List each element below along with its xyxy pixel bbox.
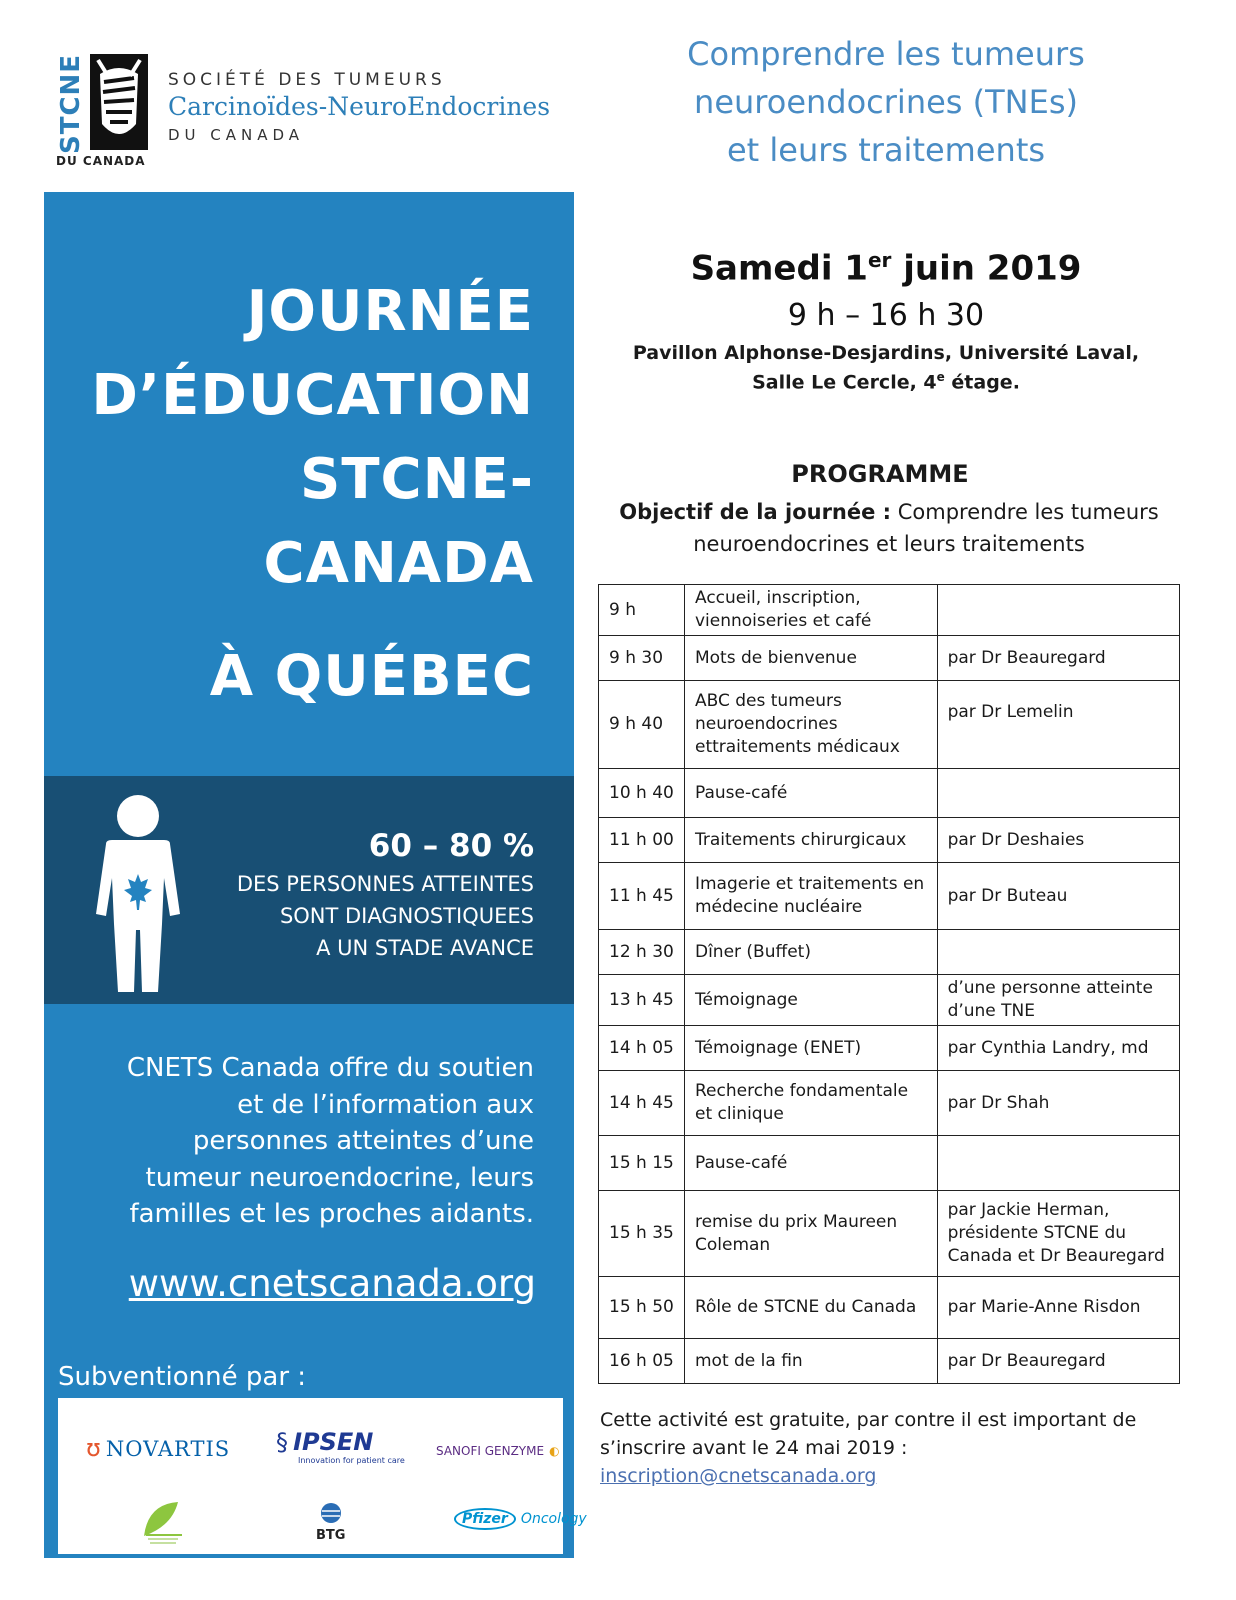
row-activity: Témoignage (ENET) xyxy=(684,1026,937,1071)
event-hours: 9 h – 16 h 30 xyxy=(787,298,985,333)
statistic-band xyxy=(44,776,574,1004)
row-time: 15 h 35 xyxy=(599,1191,685,1277)
table-row xyxy=(599,636,1180,681)
statistic-text: A UN STADE AVANCE xyxy=(316,936,534,960)
logo-country: DU CANADA xyxy=(56,154,146,168)
row-time: 11 h 45 xyxy=(599,863,685,930)
novartis-flame-icon: ʊ xyxy=(86,1434,101,1462)
support-line: CNETS Canada offre du soutien xyxy=(126,1053,534,1083)
table-row xyxy=(599,930,1180,975)
event-title-line: STCNE- xyxy=(300,447,534,512)
row-speaker: par Dr Beauregard xyxy=(937,636,1179,681)
promo-panel xyxy=(44,192,587,1558)
row-time: 10 h 40 xyxy=(599,769,685,818)
row-speaker: par Dr Deshaies xyxy=(937,818,1179,863)
row-activity: Traitements chirurgicaux xyxy=(684,818,937,863)
row-time: 9 h 30 xyxy=(599,636,685,681)
headline-line3: et leurs traitements xyxy=(726,131,1046,169)
table-row xyxy=(599,1277,1180,1339)
statistic-percentage: 60 – 80 % xyxy=(368,828,534,864)
event-title-line: D’ÉDUCATION xyxy=(91,363,534,428)
support-line: personnes atteintes d’une xyxy=(192,1126,534,1156)
row-speaker: d’une personne atteinte d’une TNE xyxy=(937,975,1179,1026)
event-place: Pavillon Alphonse-Desjardins, Université Laval, xyxy=(632,342,1140,364)
support-text xyxy=(127,1050,534,1233)
website-link[interactable]: www.cnetscanada.org xyxy=(128,1262,536,1305)
table-row xyxy=(599,975,1180,1026)
row-speaker xyxy=(937,930,1179,975)
event-room: Salle Le Cercle, 4e étage. xyxy=(752,370,1020,394)
row-time: 16 h 05 xyxy=(599,1339,685,1384)
row-speaker: par Dr Beauregard xyxy=(937,1339,1179,1384)
btg-logo: BTG xyxy=(316,1502,345,1543)
row-activity: mot de la fin xyxy=(684,1339,937,1384)
logo xyxy=(56,50,576,170)
row-time: 9 h xyxy=(599,585,685,636)
programme-objective: Objectif de la journée : Comprendre les tumeurs neuroendocrines et leurs traitements xyxy=(619,500,1159,556)
row-activity: Imagerie et traitements en médecine nucléaire xyxy=(684,863,937,930)
schedule-table xyxy=(598,584,1180,1384)
row-speaker xyxy=(937,585,1179,636)
table-row xyxy=(599,1026,1180,1071)
row-activity: Dîner (Buffet) xyxy=(684,930,937,975)
registration-text: Cette activité est gratuite, par contre il est important de s’inscrire avant le 24 mai 2019 : xyxy=(600,1409,1137,1459)
table-row xyxy=(599,1191,1180,1277)
row-speaker: par Dr Buteau xyxy=(937,863,1179,930)
support-line: tumeur neuroendocrine, leurs xyxy=(145,1162,534,1193)
row-speaker xyxy=(937,1136,1179,1191)
event-title-line: JOURNÉE xyxy=(246,279,534,344)
statistic-text: DES PERSONNES ATTEINTES xyxy=(236,872,534,896)
row-time: 15 h 15 xyxy=(599,1136,685,1191)
row-activity: Pause-café xyxy=(684,769,937,818)
row-activity: remise du prix Maureen Coleman xyxy=(684,1191,937,1277)
row-speaker: par Cynthia Landry, md xyxy=(937,1026,1179,1071)
row-speaker: par Dr Shah xyxy=(937,1071,1179,1136)
logo-line2: Carcinoïdes-NeuroEndocrines xyxy=(168,92,551,121)
row-time: 14 h 05 xyxy=(599,1026,685,1071)
row-speaker xyxy=(937,769,1179,818)
table-row xyxy=(599,1071,1180,1136)
row-time: 14 h 45 xyxy=(599,1071,685,1136)
row-activity: Recherche fondamentale et clinique xyxy=(684,1071,937,1136)
support-line: et de l’information aux xyxy=(237,1089,534,1120)
row-speaker: par Marie-Anne Risdon xyxy=(937,1277,1179,1339)
ipsen-logo: § IPSEN Innovation for patient care xyxy=(276,1428,405,1465)
sponsor-logos xyxy=(58,1398,587,1554)
logo-acronym: STCNE xyxy=(56,53,86,154)
event-title-line: CANADA xyxy=(263,531,534,596)
table-row xyxy=(599,1339,1180,1384)
registration-note xyxy=(600,1406,1190,1490)
programme-heading: PROGRAMME xyxy=(791,460,969,488)
headline-line1: Comprendre les tumeurs xyxy=(687,35,1085,73)
table-row xyxy=(599,681,1180,769)
novartis-logo: ʊ NOVARTIS xyxy=(86,1434,231,1462)
headline xyxy=(604,30,1168,174)
event-city: À QUÉBEC xyxy=(209,644,534,709)
registration-email-link[interactable]: inscription@cnetscanada.org xyxy=(600,1465,877,1487)
row-speaker: par Dr Lemelin xyxy=(937,681,1179,769)
logo-line1: SOCIÉTÉ DES TUMEURS xyxy=(168,70,446,90)
btg-globe-icon xyxy=(318,1502,344,1524)
zebra-logo-icon xyxy=(90,54,148,150)
table-row xyxy=(599,585,1180,636)
person-maple-leaf-icon xyxy=(92,794,184,992)
green-leaf-icon xyxy=(138,1496,194,1550)
sponsor-label: Subventionné par : xyxy=(58,1362,307,1392)
row-time: 13 h 45 xyxy=(599,975,685,1026)
row-time: 12 h 30 xyxy=(599,930,685,975)
row-activity: Accueil, inscription, viennoiseries et café xyxy=(684,585,937,636)
event-title xyxy=(91,270,534,606)
row-activity: Pause-café xyxy=(684,1136,937,1191)
sanofi-logo: SANOFI GENZYME ◐ xyxy=(436,1444,560,1458)
row-activity: ABC des tumeurs neuroendocrines ettraitements médicaux xyxy=(684,681,937,769)
logo-line3: DU CANADA xyxy=(168,126,305,144)
statistic-text: SONT DIAGNOSTIQUEES xyxy=(279,904,534,928)
support-line: familles et les proches aidants. xyxy=(129,1199,534,1229)
headline-line2: neuroendocrines (TNEs) xyxy=(694,83,1078,121)
row-activity: Témoignage xyxy=(684,975,937,1026)
table-row xyxy=(599,863,1180,930)
row-activity: Rôle de STCNE du Canada xyxy=(684,1277,937,1339)
row-time: 11 h 00 xyxy=(599,818,685,863)
row-time: 15 h 50 xyxy=(599,1277,685,1339)
table-row xyxy=(599,818,1180,863)
table-row xyxy=(599,769,1180,818)
row-time: 9 h 40 xyxy=(599,681,685,769)
event-date: Samedi 1er juin 2019 xyxy=(690,248,1082,289)
row-activity: Mots de bienvenue xyxy=(684,636,937,681)
pfizer-oncology-logo: Pfizer Oncology xyxy=(454,1508,587,1530)
table-row xyxy=(599,1136,1180,1191)
sanofi-bird-icon: ◐ xyxy=(549,1444,560,1458)
row-speaker: par Jackie Herman, présidente STCNE du Canada et Dr Beauregard xyxy=(937,1191,1179,1277)
ipsen-swirl-icon: § xyxy=(276,1428,288,1456)
